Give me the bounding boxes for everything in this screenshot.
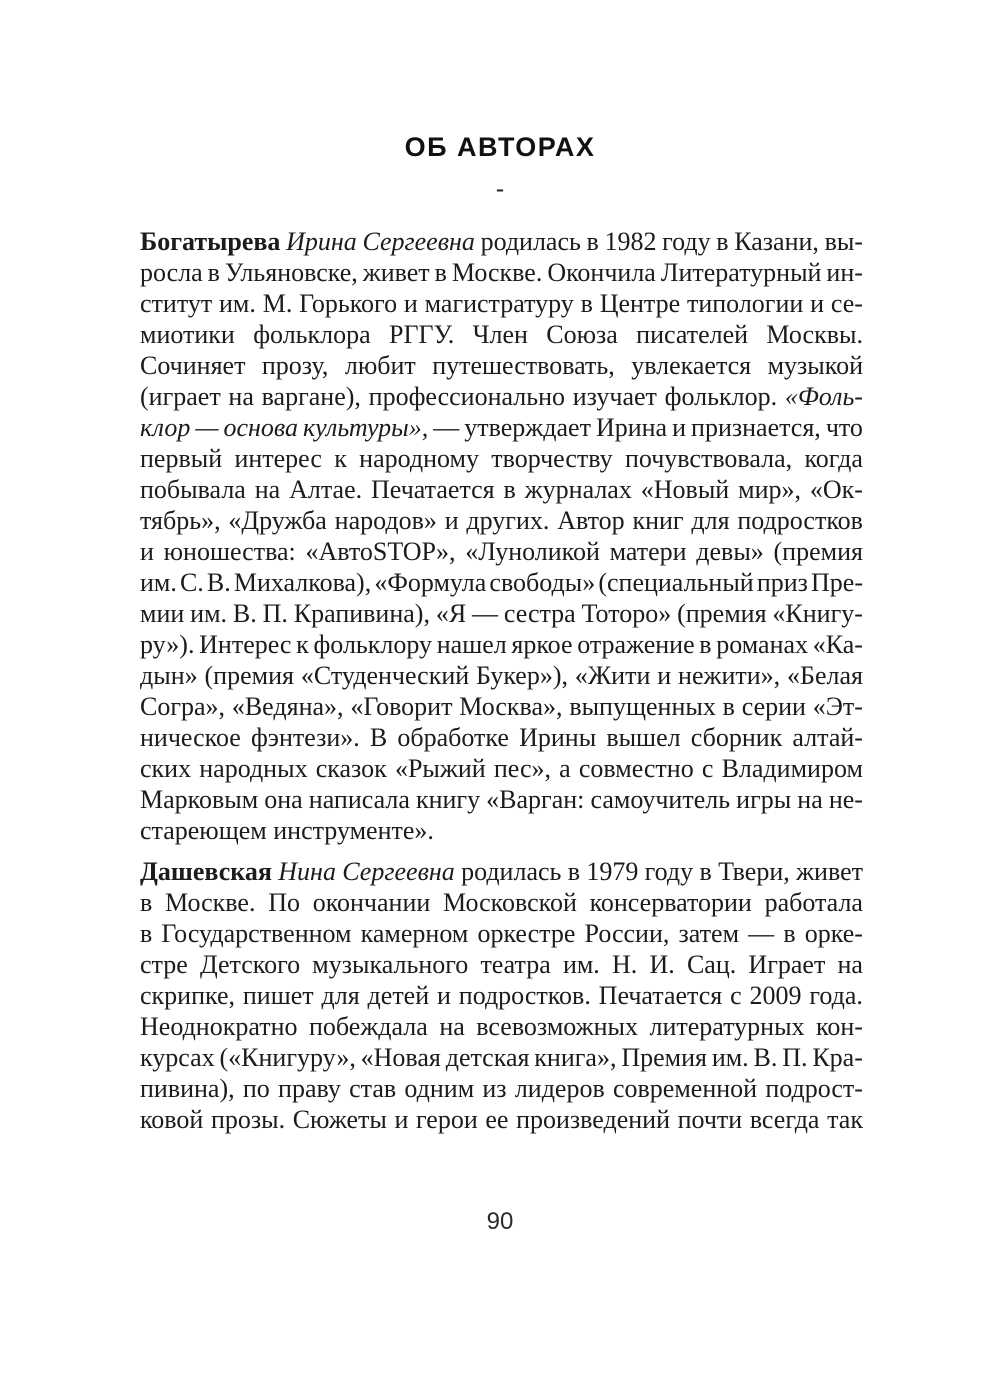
text-line [140,980,863,1011]
text-word: живет [362,258,430,287]
text-word: И. [649,950,675,979]
text-line [140,567,863,598]
text-word: в [567,857,580,886]
text-line [140,691,863,722]
text-line [140,918,863,949]
text-line [140,505,863,536]
text-word: Автор [557,506,625,535]
text-word: варгане), [261,382,361,411]
text-word: — [472,599,499,628]
text-word: Алтае. [289,475,363,504]
text-word: подростков. [458,981,591,1010]
text-word: писателей [636,320,749,349]
text-word: Печатается [598,981,723,1010]
text-word: «Новый [640,475,730,504]
text-line [140,1073,863,1104]
text-word: ее [485,1105,509,1134]
text-word: фэнтези». [250,723,360,752]
text-word: года. [809,981,863,1010]
text-line [140,887,863,918]
text-word: из [482,1074,507,1103]
text-word: «Фоль- [784,382,863,411]
page-title: ОБ АВТОРАХ [404,132,596,162]
text-word: С. [179,568,204,597]
text-word: («Книгуру», [219,1043,356,1072]
text-line [140,1011,863,1042]
text-word: «Формула [374,568,487,597]
text-word: камерном [360,919,469,948]
text-word: и [403,289,418,318]
text-word: народов» [334,506,437,535]
text-word: «Рыжий [394,754,486,783]
text-word: она [264,785,303,814]
text-word: сказок [315,754,387,783]
text-word: выпущенных [569,692,716,721]
text-word: «Эт- [812,692,863,721]
text-word: клор [140,413,191,442]
text-word: что [825,413,863,442]
text-word: Сергеевна [362,227,475,256]
text-word: (премия [204,661,294,690]
text-line [140,536,863,567]
text-word: к [296,630,309,659]
text-word: им. [562,950,600,979]
text-block [140,226,863,1135]
text-word: фольклору [313,630,433,659]
text-word: одним [404,1074,475,1103]
text-word: Кра- [812,1043,863,1072]
text-word: театра [480,950,551,979]
text-word: Ирина [286,227,357,256]
text-word: других. [466,506,550,535]
text-word: Казани, [734,227,819,256]
text-word: книг [632,506,684,535]
text-word: 1982 [604,227,657,256]
text-word: В. [753,1043,778,1072]
text-word: Москвы. [766,320,863,349]
text-word: интерес [234,444,322,473]
text-word: Н. [612,950,638,979]
text-word: журналах [524,475,632,504]
text-line [140,722,863,753]
text-word: в [503,475,516,504]
text-word: Литературный [660,258,822,287]
text-word: Ирины [519,723,597,752]
text-word: герои [415,1105,478,1134]
text-word: Москва», [459,692,563,721]
text-word: дын» [140,661,198,690]
text-word: современной [612,1074,758,1103]
text-word: работала [764,888,863,917]
text-word: всегда [749,1105,820,1134]
text-word: Крапивина), [293,599,430,628]
text-word: Печатается [371,475,495,504]
text-word: увлекается [631,351,752,380]
text-line [140,319,863,350]
text-word: свободы» [489,568,596,597]
text-line [140,443,863,474]
text-word: миотики [140,320,235,349]
text-word: Неоднократно [140,1012,298,1041]
text-word: 1979 [586,857,639,886]
text-word: став [349,1074,397,1103]
text-word: «Луноликой [465,537,600,566]
text-line [140,474,863,505]
text-word: детская [445,1043,530,1072]
text-word: и [657,661,672,690]
text-word: в [699,857,712,886]
text-word: Ирина [595,413,668,442]
text-word: когда [804,444,863,473]
text-word: на [797,785,823,814]
text-word: «Ка- [812,630,863,659]
text-word: профессионально [368,382,566,411]
text-word: «АвтоSTOP», [305,537,456,566]
text-word: Нина [278,857,336,886]
text-word: на [254,475,281,504]
text-word: ническое [140,723,241,752]
text-word: (премия [773,537,863,566]
text-word: «Белая [787,661,863,690]
text-word: Член [472,320,528,349]
text-word: и [437,981,451,1010]
text-line [140,815,863,846]
text-word: яркое [511,630,573,659]
text-word: «Ведяна», [231,692,344,721]
text-word: к [334,444,347,473]
text-word: России, [584,919,670,948]
text-word: подрост- [765,1074,863,1103]
text-word: подростков [737,506,863,535]
text-word: и [444,506,459,535]
text-word: мир», [738,475,801,504]
text-word: в [783,919,796,948]
text-word: с [730,981,742,1010]
text-word: «Жити [574,661,651,690]
text-word: ских [140,754,192,783]
text-word: (специальный [598,568,754,597]
text-word: Интерес [199,630,292,659]
text-word: се- [830,289,863,318]
text-word: а [559,754,571,783]
text-word: — [433,413,460,442]
text-word: По [268,888,300,917]
text-line [140,753,863,784]
text-word: М. [262,289,293,318]
text-word: литературных [649,1012,805,1041]
text-line [140,856,863,887]
text-word: игры [736,785,792,814]
text-word: матери [609,537,687,566]
text-word: кон- [816,1012,863,1041]
text-word: Тоторо» [581,599,672,628]
text-word: Пре- [811,568,863,597]
text-word: прозу, [261,351,329,380]
text-word: — [195,413,219,442]
text-line [140,660,863,691]
text-word: Владимиром [721,754,863,783]
text-word: родилась [461,857,562,886]
text-word: живет [796,857,863,886]
text-word: Дашевская [140,857,272,886]
text-word: году [662,227,711,256]
text-word: всевозможных [476,1012,638,1041]
text-word: почти [677,1105,743,1134]
text-word: в [586,227,599,256]
text-word: самоучитель [590,785,731,814]
text-word: типологии [686,289,804,318]
text-word: им. [190,599,228,628]
text-word: нежити», [678,661,781,690]
text-word: в [722,692,735,721]
text-word: магистратуру [424,289,574,318]
text-word: ин- [826,258,863,287]
text-word: Премия [621,1043,707,1072]
text-word: на [439,1012,465,1041]
text-word: (играет [140,382,221,411]
text-word: утверждает [464,413,591,442]
text-word: ститут [140,289,213,318]
text-word: книгу [415,785,481,814]
text-word: девы» [696,537,764,566]
text-word: пивина), [140,1074,235,1103]
text-line [140,226,863,257]
text-word: им. [711,1043,749,1072]
text-word: ковой [140,1105,204,1134]
text-segment: стареющем инструменте». [140,816,434,845]
text-line [140,412,863,443]
text-word: Марковым [140,785,259,814]
text-word: — [748,919,775,948]
text-word: курсах [140,1043,215,1072]
page-number: 90 [486,1208,514,1235]
text-word: книга», [534,1043,617,1072]
text-word: тябрь», [140,506,221,535]
text-word: для [691,506,730,535]
text-word: «Варган: [486,785,585,814]
paragraph [140,856,863,1135]
text-word: 2009 [749,981,802,1010]
text-word: Ульяновске, [224,258,358,287]
text-word: В. [232,599,257,628]
text-word: народному [359,444,479,473]
text-word: в [207,258,220,287]
text-word: с [701,754,714,783]
text-line [140,288,863,319]
text-word: народных [199,754,308,783]
text-word: Окончила [547,258,656,287]
text-word: им. [140,568,177,597]
text-word: Детского [199,950,301,979]
text-word: Москве. [165,888,256,917]
text-word: «Я [435,599,467,628]
text-word: творчеству [491,444,613,473]
text-word: Сергеевна [342,857,455,886]
text-word: «Говорит [350,692,453,721]
text-word: приз [756,568,808,597]
text-line [140,1042,863,1073]
text-word: Москве. [451,258,543,287]
text-word: затем [678,919,740,948]
text-word: пишет [242,981,314,1010]
text-word: росла [140,258,203,287]
text-word: лидеров [514,1074,605,1103]
text-word: обработке [397,723,509,752]
text-word: фольклора [253,320,371,349]
text-word: им. [219,289,256,318]
text-word: в [434,258,447,287]
text-word: детей [367,981,430,1010]
section-divider-dash: - [496,176,504,202]
text-word: написала [308,785,410,814]
text-word: «Новая [360,1043,441,1072]
text-word: Государственном [161,919,352,948]
text-word: Союза [546,320,618,349]
text-line [140,629,863,660]
text-word: Играет [748,950,826,979]
text-word: стре [140,950,188,979]
text-word: не- [828,785,863,814]
text-word: серии [741,692,806,721]
text-word: в [716,227,729,256]
text-word: в [580,289,593,318]
text-word: музыкального [312,950,469,979]
text-word: отражение [577,630,695,659]
text-word: Согра», [140,692,226,721]
text-word: прозы. [210,1105,286,1134]
text-word: «Студенческий [300,661,470,690]
text-word: вы- [824,227,863,256]
text-word: в [699,630,712,659]
text-line [140,1104,863,1135]
text-word: Богатырева [140,227,281,256]
text-word: Горького [299,289,398,318]
text-word: романах [716,630,809,659]
text-word: Центре [599,289,681,318]
text-word: для [321,981,360,1010]
text-word: РГГУ. [389,320,455,349]
text-word: В. [206,568,231,597]
text-word: Сац. [686,950,737,979]
paragraph [140,226,863,846]
text-word: так [827,1105,863,1134]
text-word: скрипке, [140,981,236,1010]
text-word: алтай- [792,723,863,752]
text-word: «Книгу- [772,599,863,628]
text-word: (премия [677,599,767,628]
text-word: мии [140,599,185,628]
text-line [140,381,863,412]
text-word: основа [223,413,299,442]
text-word: праву [278,1074,341,1103]
text-word: в [140,888,153,917]
text-line [140,784,863,815]
text-word: совместно [578,754,694,783]
text-word: Сочиняет [140,351,246,380]
text-word: П. [262,599,288,628]
text-word: консерватории [589,888,752,917]
text-word: сборник [690,723,783,752]
text-word: в [140,919,153,948]
text-word: фольклор. [664,382,778,411]
text-word: Букер»), [476,661,568,690]
text-word: ру»). [140,630,195,659]
text-word: первый [140,444,223,473]
text-word: и [810,289,825,318]
text-word: культуры», [303,413,429,442]
text-word: почувствовала, [624,444,793,473]
text-word: сестра [503,599,576,628]
text-word: по [242,1074,270,1103]
text-word: любит [344,351,416,380]
text-word: оркестре [477,919,576,948]
text-line [140,350,863,381]
text-word: произведений [516,1105,670,1134]
text-word: изучает [572,382,657,411]
text-word: окончании [312,888,431,917]
text-word: побеждала [309,1012,428,1041]
text-word: признается, [691,413,821,442]
text-word: побывала [140,475,246,504]
text-line [140,257,863,288]
text-word: и [394,1105,409,1134]
text-line [140,949,863,980]
text-word: юношества: [163,537,296,566]
text-word: и [672,413,687,442]
text-word: Московской [443,888,577,917]
text-word: нашел [436,630,507,659]
text-word: музыкой [767,351,863,380]
text-word: году [644,857,694,886]
text-word: пес», [493,754,552,783]
text-word: на [837,950,863,979]
text-word: «Дружба [228,506,327,535]
text-word: «Ок- [809,475,863,504]
text-word: Твери, [718,857,790,886]
text-word: орке- [804,919,863,948]
text-word: путешествовать, [432,351,615,380]
text-word: В [369,723,388,752]
text-word: Сюжеты [292,1105,387,1134]
text-word: П. [782,1043,808,1072]
text-word: вышел [606,723,681,752]
text-line [140,598,863,629]
text-word: родилась [480,227,581,256]
text-word: на [228,382,254,411]
text-word: и [140,537,154,566]
text-word: Михалкова), [233,568,372,597]
